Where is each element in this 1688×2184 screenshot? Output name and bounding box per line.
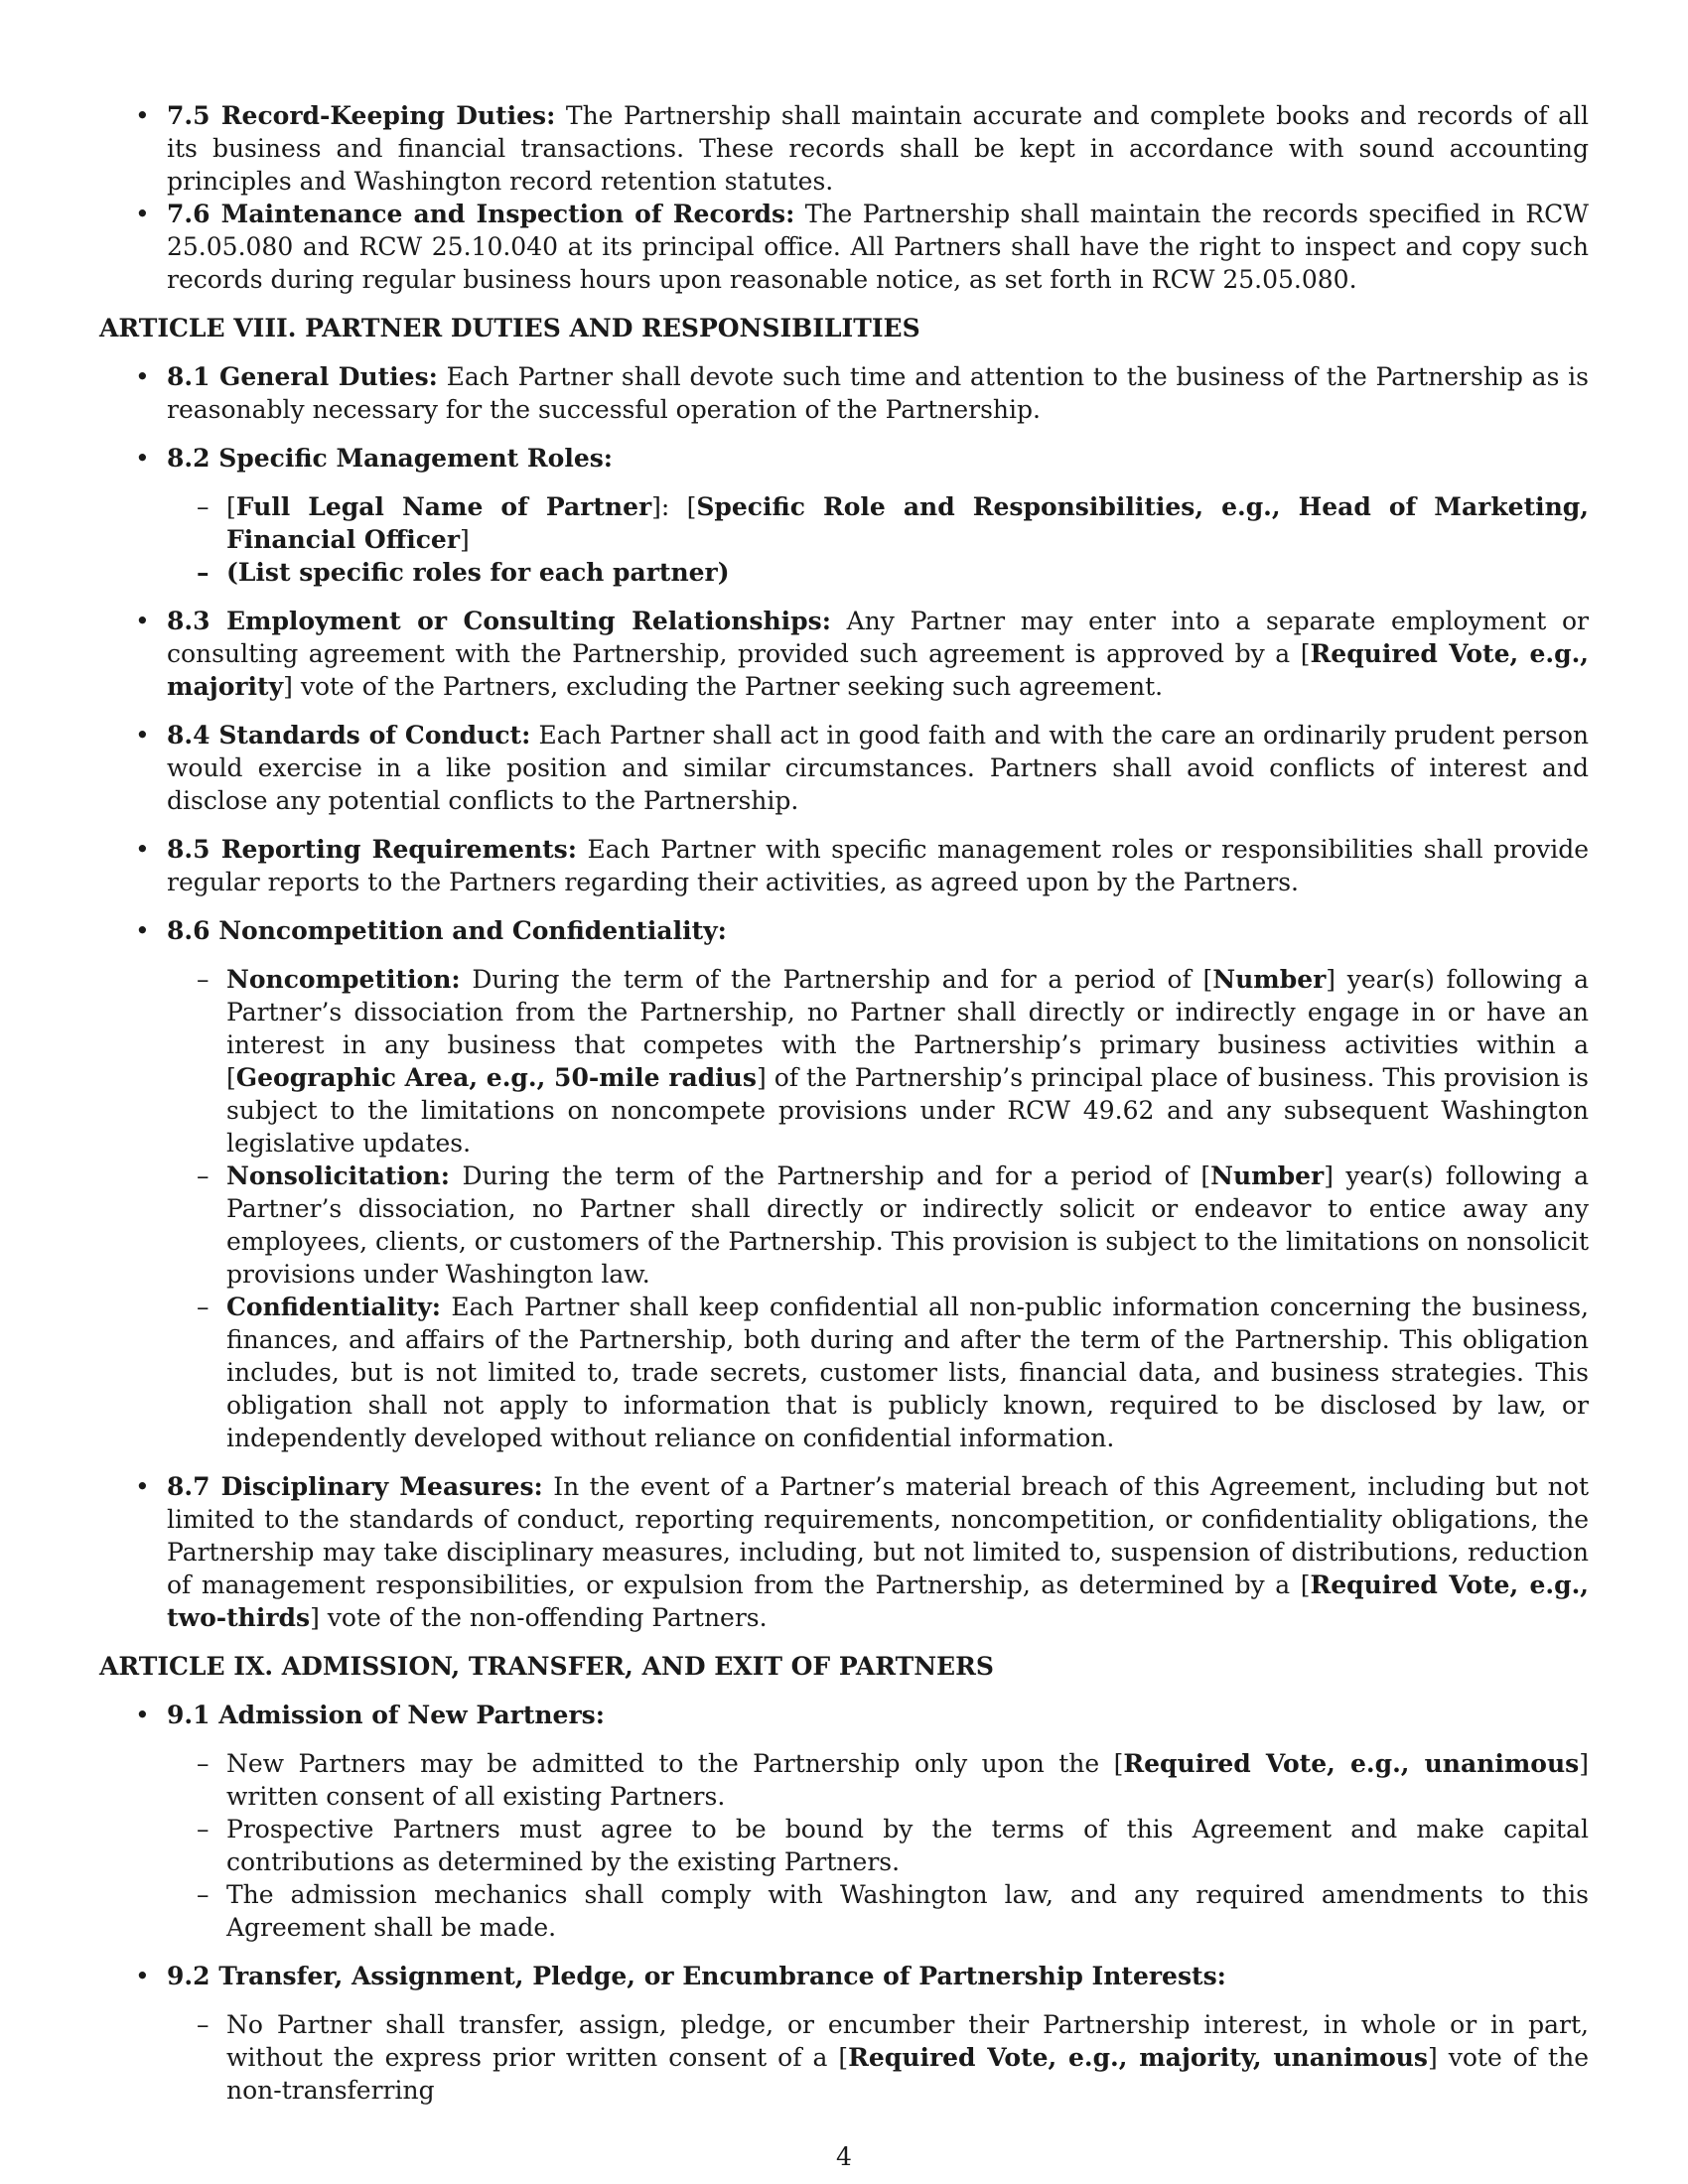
section-9-1-item-1-text-b: ] written consent of all existing Partners.: [226, 1749, 1590, 1811]
section-9-2-item-1-text-a: No Partner shall transfer, assign, pledge, or encumber their Partnership interest, in whole or in part, without the express prior written consent of a [: [226, 2010, 1589, 2072]
section-8-2-sublist: [167, 490, 1589, 589]
section-list-article-9: [99, 1699, 1589, 2107]
section-9-2-item-1: [167, 2008, 1589, 2107]
section-7-5-text: The Partnership shall maintain accurate and complete books and records of all its business and financial transactions. These records shall be kept in accordance with sound accounting principles and Washington record retention statutes.: [167, 101, 1589, 196]
section-9-1-item-3: – The admission mechanics shall comply with Washington law, and any required amendments to this Agreement shall be made.: [167, 1878, 1589, 1944]
section-8-7-title: 8.7 Disciplinary Measures:: [167, 1472, 543, 1501]
confidentiality-text: Each Partner shall keep confidential all non-public information concerning the business, finances, and affairs of the Partnership, both during and after the term of the Partnership. This obligation includes, but is not limited to, trade secrets, customer lists, financial data, and business strategies. This obligation shall not apply to information that is publicly known, required to be disclosed by law, or independently developed without reliance on confidential information.: [226, 1293, 1589, 1452]
section-8-7-text-a: In the event of a Partner’s material breach of this Agreement, including but not limited to the standards of conduct, reporting requirements, noncompetition, or confidentiality obligations, the Partnership may take disciplinary measures, including, but not limited to, suspension of distributions, reduction of management responsibilities, or expulsion from the Partnership, as determined by a [: [167, 1472, 1590, 1599]
section-9-2: [99, 1960, 1589, 2107]
section-9-2-item-1-text-b: ] vote of the non-transferring: [226, 2043, 1590, 2105]
section-8-1-title: 8.1 General Duties:: [167, 362, 438, 391]
section-8-7-vote-placeholder: Required Vote, e.g., two-thirds: [167, 1570, 1589, 1632]
bracket-separator: ]: [: [651, 492, 697, 521]
section-8-3: [99, 605, 1589, 703]
section-8-4-text: Each Partner shall act in good faith and with the care an ordinarily prudent person would exercise in a like position and similar circumstances. Partners shall avoid conflicts of interest and disclose any potential conflicts to the Partnership.: [167, 721, 1589, 815]
section-9-1-item-1: [167, 1747, 1589, 1813]
section-9-2-title: 9.2 Transfer, Assignment, Pledge, or Encumbrance of Partnership Interests:: [167, 1962, 1226, 1990]
nonsolicitation-text-a: During the term of the Partnership and for a period of [: [462, 1161, 1211, 1190]
noncompetition-area-placeholder: Geographic Area, e.g., 50-mile radius: [235, 1063, 757, 1092]
confidentiality-title: Confidentiality:: [226, 1293, 442, 1321]
noncompetition-number-placeholder: Number: [1212, 965, 1327, 994]
section-8-6: [99, 914, 1589, 1454]
bracket-open: [: [226, 492, 236, 521]
section-list-article-8: [99, 360, 1589, 1634]
nonsolicitation-title: Nonsolicitation:: [226, 1161, 451, 1190]
section-8-6-sublist: [167, 963, 1589, 1454]
section-8-4: [99, 719, 1589, 817]
noncompetition-text-a: During the term of the Partnership and for a period of [: [472, 965, 1213, 994]
section-9-1-vote-placeholder: Required Vote, e.g., unanimous: [1123, 1749, 1580, 1778]
section-8-5-title: 8.5 Reporting Requirements:: [167, 835, 577, 864]
nonsolicitation-text-b: ] year(s) following a Partner’s dissociation, no Partner shall directly or indirectly solicit or endeavor to entice away any employees, clients, or customers of the Partnership. This provision is subject to the limitations on nonsolicit provisions under Washington law.: [226, 1161, 1589, 1289]
nonsolicitation-item: [167, 1160, 1589, 1291]
section-9-1-sublist: [167, 1747, 1589, 1944]
section-9-1: [99, 1699, 1589, 1944]
partner-name-placeholder: Full Legal Name of Partner: [235, 492, 652, 521]
nonsolicitation-number-placeholder: Number: [1210, 1161, 1325, 1190]
section-7-5-title: 7.5 Record-Keeping Duties:: [167, 101, 556, 130]
section-7-5: [99, 99, 1589, 198]
page-number: 4: [836, 2142, 852, 2171]
partner-role-placeholder: Specific Role and Responsibilities, e.g., Head of Marketing, Financial Officer: [226, 492, 1589, 554]
section-8-3-text-a: Any Partner may enter into a separate employment or consulting agreement with the Partnership, provided such agreement is approved by a [: [167, 607, 1589, 668]
article-9-heading: ARTICLE IX. ADMISSION, TRANSFER, AND EXIT OF PARTNERS: [99, 1652, 994, 1681]
section-8-2-item-1: [167, 490, 1589, 556]
noncompetition-title: Noncompetition:: [226, 965, 461, 994]
section-8-7: [99, 1470, 1589, 1634]
section-8-3-title: 8.3 Employment or Consulting Relationships:: [167, 607, 831, 635]
section-8-4-title: 8.4 Standards of Conduct:: [167, 721, 531, 750]
section-list-article-7: [99, 99, 1589, 296]
section-8-3-text-b: ] vote of the Partners, excluding the Partner seeking such agreement.: [283, 672, 1164, 701]
section-8-2-title: 8.2 Specific Management Roles:: [167, 444, 614, 473]
section-8-6-title: 8.6 Noncompetition and Confidentiality:: [167, 916, 727, 945]
section-9-2-sublist: [167, 2008, 1589, 2107]
article-8-heading: ARTICLE VIII. PARTNER DUTIES AND RESPONSIBILITIES: [99, 314, 920, 342]
section-8-1-text: Each Partner shall devote such time and attention to the business of the Partnership as is reasonably necessary for the successful operation of the Partnership.: [167, 362, 1589, 424]
section-8-3-vote-placeholder: Required Vote, e.g., majority: [167, 639, 1589, 701]
noncompetition-item: [167, 963, 1589, 1160]
section-8-1: [99, 360, 1589, 426]
section-8-2-item-2: – (List specific roles for each partner): [167, 556, 1589, 589]
noncompetition-text-c: ] of the Partnership’s principal place of business. This provision is subject to the limitations on noncompete provisions under RCW 49.62 and any subsequent Washington legislative updates.: [226, 1063, 1589, 1158]
section-9-1-item-1-text-a: New Partners may be admitted to the Partnership only upon the [: [226, 1749, 1124, 1778]
confidentiality-item: [167, 1291, 1589, 1454]
section-8-7-text-b: ] vote of the non-offending Partners.: [310, 1603, 768, 1632]
section-7-6-text: The Partnership shall maintain the records specified in RCW 25.05.080 and RCW 25.10.040 at its principal office. All Partners shall have the right to inspect and copy such records during regular business hours upon reasonable notice, as set forth in RCW 25.05.080.: [167, 200, 1589, 294]
section-9-1-item-2: – Prospective Partners must agree to be bound by the terms of this Agreement and make capital contributions as determined by the existing Partners.: [167, 1813, 1589, 1878]
section-9-1-title: 9.1 Admission of New Partners:: [167, 1701, 605, 1729]
section-8-5: [99, 833, 1589, 898]
section-9-2-vote-placeholder: Required Vote, e.g., majority, unanimous: [848, 2043, 1428, 2072]
section-7-6: [99, 198, 1589, 296]
section-7-6-title: 7.6 Maintenance and Inspection of Records:: [167, 200, 795, 228]
noncompetition-text-b: ] year(s) following a Partner’s dissociation from the Partnership, no Partner shall directly or indirectly engage in or have an interest in any business that competes with the Partnership’s primary business activities within a [: [226, 965, 1589, 1092]
section-8-2: [99, 442, 1589, 589]
document-page: [99, 99, 1589, 2122]
section-8-5-text: Each Partner with specific management roles or responsibilities shall provide regular reports to the Partners regarding their activities, as agreed upon by the Partners.: [167, 835, 1589, 896]
bracket-close: ]: [460, 525, 470, 554]
